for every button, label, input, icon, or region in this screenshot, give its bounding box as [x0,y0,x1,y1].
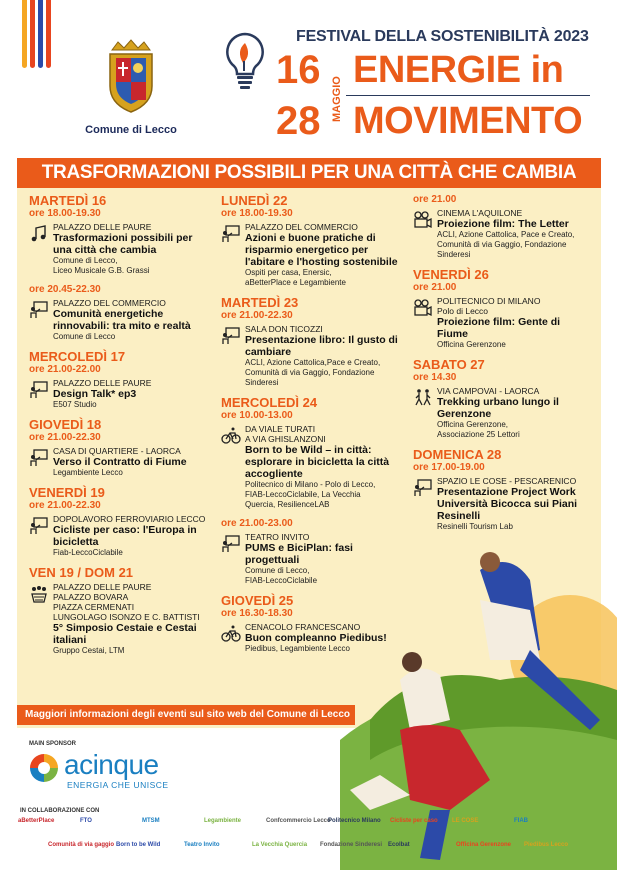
partner-logo: MTSM [142,818,160,824]
decorative-stripe [46,0,51,68]
event-organizer: Fiab-LeccoCiclabile [53,548,123,557]
event-title: PUMS e BiciPlan: fasi progettuali [245,542,353,566]
month-label: MAGGIO [331,76,343,122]
event-day: GIOVEDÌ 18 [29,417,102,432]
film-icon [413,210,433,230]
event-venue: PALAZZO DEL COMMERCIO [245,222,358,232]
event-time: ore 21.00 [413,194,457,205]
sponsor-label: MAIN SPONSOR [29,741,77,747]
presentation-icon [29,300,49,320]
event-day: LUNEDÌ 22 [221,193,288,208]
event-title: Proiezione film: The Letter [437,218,569,230]
event-organizer: Comune di Lecco, Liceo Musicale G.B. Grassi [53,256,150,275]
event-block [221,396,401,510]
event-block [413,268,593,350]
event-time: ore 21.00-22.30 [29,432,101,443]
film-icon [413,298,433,318]
presentation-icon [29,380,49,400]
event-block [29,194,209,276]
presentation-icon [221,326,241,346]
program-column-1 [29,194,209,664]
hiking-icon [413,388,433,408]
date-end: 28 [276,99,321,143]
event-time: ore 21.00-22.30 [221,310,293,321]
event-venue: DA VIALE TURATI A VIA GHISLANZONI [245,424,326,444]
event-block [221,594,401,654]
event-day: GIOVEDÌ 25 [221,593,294,608]
event-day: VENERDÌ 26 [413,267,489,282]
event-day: DOMENICA 28 [413,447,502,462]
event-day: VEN 19 / DOM 21 [29,565,134,580]
event-title: Trasformazioni possibili per una città che cambia [53,232,193,256]
partner-logo: Politecnico Milano [328,818,381,824]
decorative-stripe [22,0,27,68]
program-column-2 [221,194,401,662]
event-title: Presentazione Project Work Università Bicocca sui Piani Resinelli [437,486,578,522]
date-start: 16 [276,48,321,92]
partner-logo: Born to be Wild [116,842,161,848]
collab-label: IN COLLABORAZIONE CON [20,808,100,814]
lightbulb-leaf-icon [222,31,268,91]
event-time: ore 14.30 [413,372,457,383]
partner-logo: Ecolbat [388,842,410,848]
event-organizer: Politecnico di Milano - Polo di Lecco, FIAB-LeccoCiclabile, La Vecchia Quercia, ResilienceLAB [245,480,376,509]
event-block [413,358,593,440]
main-title-line1: ENERGIE in [353,49,564,91]
partner-logo: Fondazione Sinderesi [320,842,383,848]
presentation-icon [221,224,241,244]
event-time: ore 20.45-22.30 [29,284,101,295]
event-block [29,566,209,656]
festival-title: FESTIVAL DELLA SOSTENIBILITÀ 2023 [296,28,589,45]
partner-logo: FIAB [514,818,528,824]
event-time: ore 18.00-19.30 [221,208,293,219]
event-title: Trekking urbano lungo il Gerenzone [437,396,559,420]
partner-logo: Piedibus Lecco [524,842,569,848]
partner-logo: La Vecchia Quercia [252,842,308,848]
presentation-icon [29,516,49,536]
partner-logos [18,818,602,868]
event-venue: SPAZIO LE COSE - PESCARENICO [437,476,577,486]
event-time: ore 10.00-13.00 [221,410,293,421]
event-title: Cicliste per caso: l'Europa in bicicletta [53,524,197,548]
event-organizer: Gruppo Cestai, LTM [53,646,125,655]
presentation-icon [413,478,433,498]
event-title: Verso il Contratto di Fiume [53,456,187,468]
partner-logo: FTO [80,818,92,824]
bike-icon [221,624,241,644]
partner-logo: Teatro Invito [184,842,220,848]
event-block [413,448,593,532]
event-venue: TEATRO INVITO [245,532,310,542]
partner-logo: Legambiente [204,818,242,824]
acinque-logo-icon [28,752,60,784]
event-block [29,350,209,410]
event-organizer: Comune di Lecco, FIAB-LeccoCiclabile [245,566,318,585]
decorative-stripe [30,0,35,68]
partner-logo: Confcommercio Lecco [266,818,331,824]
event-title: Born to be Wild – in città: esplorare in bicicletta la città accogliente [245,444,390,480]
event-organizer: Officina Gerenzone [437,340,506,349]
event-block [29,486,209,558]
event-time: ore 21.00-23.00 [221,518,293,529]
event-title: 5° Simposio Cestaie e Cestai italiani [53,622,197,646]
event-time: ore 18.00-19.30 [29,208,101,219]
partner-logo: Comunità di via gaggio [48,842,115,848]
event-venue: PALAZZO DELLE PAURE PALAZZO BOVARA PIAZZA CERMENATI LUNGOLAGO ISONZO E C. BATTISTI [53,582,200,622]
event-organizer: ACLI, Azione Cattolica,Pace e Creato, Comunità di via Gaggio, Fondazione Sinderesi [245,358,381,387]
event-block [413,194,593,260]
event-organizer: Comune di Lecco [53,332,116,341]
partner-logo: LE COSE [452,818,479,824]
event-day: MARTEDÌ 16 [29,193,107,208]
event-block [29,284,209,342]
sponsor-name: acinque [64,749,159,780]
event-block [221,518,401,586]
event-time: ore 16.30-18.30 [221,608,293,619]
event-block [221,194,401,288]
comune-label: Comune di Lecco [85,124,177,136]
event-title: Presentazione libro: Il gusto di cambiare [245,334,398,358]
partner-logo: Cicliste per caso [390,818,438,824]
event-block [29,418,209,478]
event-time: ore 21.00 [413,282,457,293]
event-venue: DOPOLAVORO FERROVIARIO LECCO [53,514,206,524]
event-organizer: ACLI, Azione Cattolica, Pace e Creato, Comunità di via Gaggio, Fondazione Sinderesi [437,230,575,259]
event-title: Azioni e buone pratiche di risparmio energetico per l'abitare e l'hosting sostenibile [245,232,398,268]
event-venue: SALA DON TICOZZI [245,324,323,334]
event-venue: CENACOLO FRANCESCANO [245,622,361,632]
event-organizer: Resinelli Tourism Lab [437,522,513,531]
event-day: VENERDÌ 19 [29,485,105,500]
event-title: Comunità energetiche rinnovabili: tra mito e realtà [53,308,191,332]
event-venue: CASA DI QUARTIERE - LAORCA [53,446,181,456]
music-icon [29,224,49,244]
event-title: Proiezione film: Gente di Fiume [437,316,561,340]
sponsor-tagline: ENERGIA CHE UNISCE [67,780,169,790]
event-venue: POLITECNICO DI MILANO Polo di Lecco [437,296,541,316]
event-organizer: Piedibus, Legambiente Lecco [245,644,350,653]
event-time: ore 21.00-22.30 [29,500,101,511]
event-block [221,296,401,388]
presentation-icon [221,534,241,554]
lecco-crest-icon [104,38,158,114]
presentation-icon [29,448,49,468]
decorative-stripe [38,0,43,68]
event-day: MERCOLEDÌ 17 [29,349,126,364]
event-day: MERCOLEDÌ 24 [221,395,318,410]
event-venue: VIA CAMPOVAI - LAORCA [437,386,540,396]
event-organizer: Officina Gerenzone, Associazione 25 Lettori [437,420,520,439]
event-title: Design Talk* ep3 [53,388,137,400]
program-column-3 [413,194,593,540]
event-title: Buon compleanno Piedibus! [245,632,387,644]
event-day: MARTEDÌ 23 [221,295,299,310]
bike-icon [221,426,241,446]
event-day: SABATO 27 [413,357,485,372]
event-venue: CINEMA L'AQUILONE [437,208,523,218]
event-venue: PALAZZO DELLE PAURE [53,222,152,232]
group-icon [29,584,49,604]
partner-logo: aBetterPlace [18,818,55,824]
event-venue: PALAZZO DEL COMMERCIO [53,298,166,308]
event-organizer: E507 Studio [53,400,97,409]
partner-logo: Officina Gerenzone [456,842,512,848]
event-organizer: Ospiti per casa, Enersic, aBetterPlace e Legambiente [245,268,346,287]
event-time: ore 21.00-22.00 [29,364,101,375]
main-title-line2: MOVIMENTO [353,100,583,142]
info-bar[interactable]: Maggiori informazioni degli eventi sul sito web del Comune di Lecco [17,705,355,725]
event-venue: PALAZZO DELLE PAURE [53,378,152,388]
event-time: ore 17.00-19.00 [413,462,485,473]
event-organizer: Legambiente Lecco [53,468,123,477]
header-divider [346,95,590,96]
subtitle-banner: TRASFORMAZIONI POSSIBILI PER UNA CITTÀ CHE CAMBIA [17,158,601,188]
